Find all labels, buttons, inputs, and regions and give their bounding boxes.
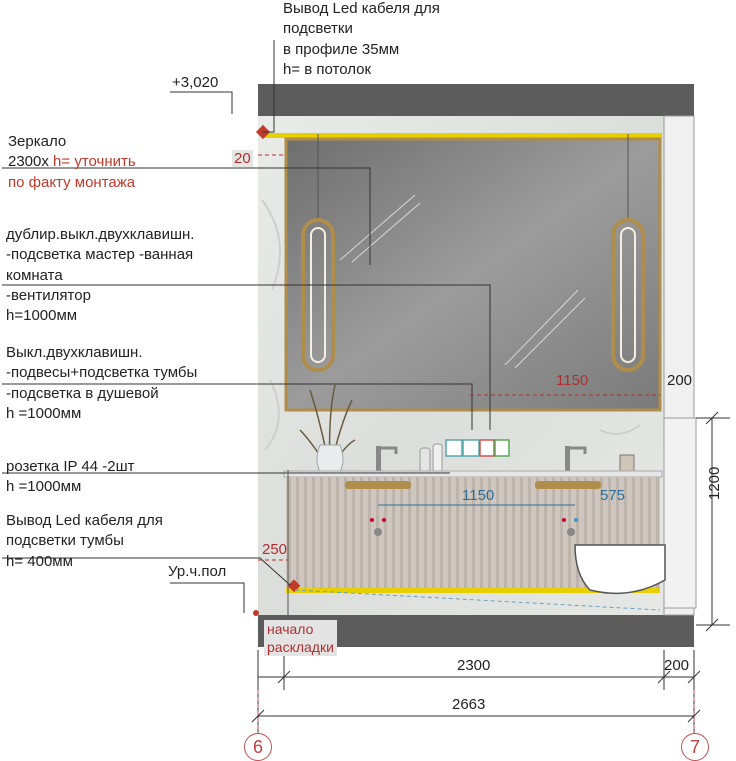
note-line: Вывод Led кабеля для <box>6 512 163 529</box>
note-switch-dual <box>6 226 194 324</box>
note-line: в профиле 35мм <box>283 40 400 58</box>
note-line: h= в потолок <box>283 60 372 78</box>
note-switch-double <box>6 344 197 422</box>
note-line: -подсветка мастер -ванная <box>6 246 194 264</box>
mirror-note: по факту монтажа <box>8 173 136 191</box>
countertop <box>284 471 662 477</box>
sink-left <box>345 481 411 489</box>
note-line: дублир.выкл.двухклавишн. <box>6 226 195 243</box>
ceiling-led-strip <box>262 133 662 138</box>
ceiling-slab <box>258 84 694 116</box>
dim-side-width: 200 <box>664 657 690 674</box>
dim-mirror-offset: 20 <box>234 150 251 167</box>
axis-marker-left: 6 <box>244 733 272 761</box>
note-line: подсветки <box>283 20 353 38</box>
note-line: Выкл.двухклавишн. <box>6 344 143 361</box>
note-line: подсветки тумбы <box>6 532 124 550</box>
note-socket <box>6 458 135 496</box>
mirror-size-note: h= уточнить <box>53 153 136 171</box>
note-line: h=1000мм <box>6 307 78 324</box>
note-line: начало <box>267 621 314 637</box>
floor-level-label: Ур.ч.пол <box>168 563 227 580</box>
note-line: Вывод Led кабеля для <box>283 0 440 17</box>
dim-sink-span: 1150 <box>462 487 495 504</box>
dim-total-width: 2663 <box>452 696 486 713</box>
dim-mirror-span: 1150 <box>556 372 589 389</box>
note-mirror <box>8 133 136 191</box>
note-line: h =1000мм <box>6 478 82 496</box>
dim-sink-offset: 575 <box>600 487 626 504</box>
note-line: комната <box>6 266 63 284</box>
dim-niche-width: 200 <box>667 372 693 389</box>
note-led-ceiling <box>283 0 440 78</box>
dim-top-level: +3,020 <box>172 74 219 91</box>
note-line: -подвесы+подсветка тумбы <box>6 364 198 382</box>
axis-marker-right: 7 <box>681 733 709 761</box>
mirror <box>286 139 660 410</box>
note-line: -подсветка в душевой <box>6 384 159 402</box>
dim-cabinet-height: 1200 <box>706 466 723 500</box>
note-line: -вентилятор <box>6 286 91 304</box>
layout-start-label <box>264 620 337 656</box>
note-line: розетка IP 44 -2шт <box>6 458 135 475</box>
note-led-vanity <box>6 512 163 570</box>
sockets-switches <box>446 440 509 456</box>
note-line: раскладки <box>267 639 334 655</box>
dim-wall-width: 2300 <box>457 657 491 674</box>
mirror-title: Зеркало <box>8 133 67 150</box>
dim-vanity-height: 250 <box>262 541 288 558</box>
note-line: h= 400мм <box>6 552 73 570</box>
note-line: h =1000мм <box>6 404 82 422</box>
mirror-size: 2300х <box>8 153 54 171</box>
sink-right <box>535 481 601 489</box>
